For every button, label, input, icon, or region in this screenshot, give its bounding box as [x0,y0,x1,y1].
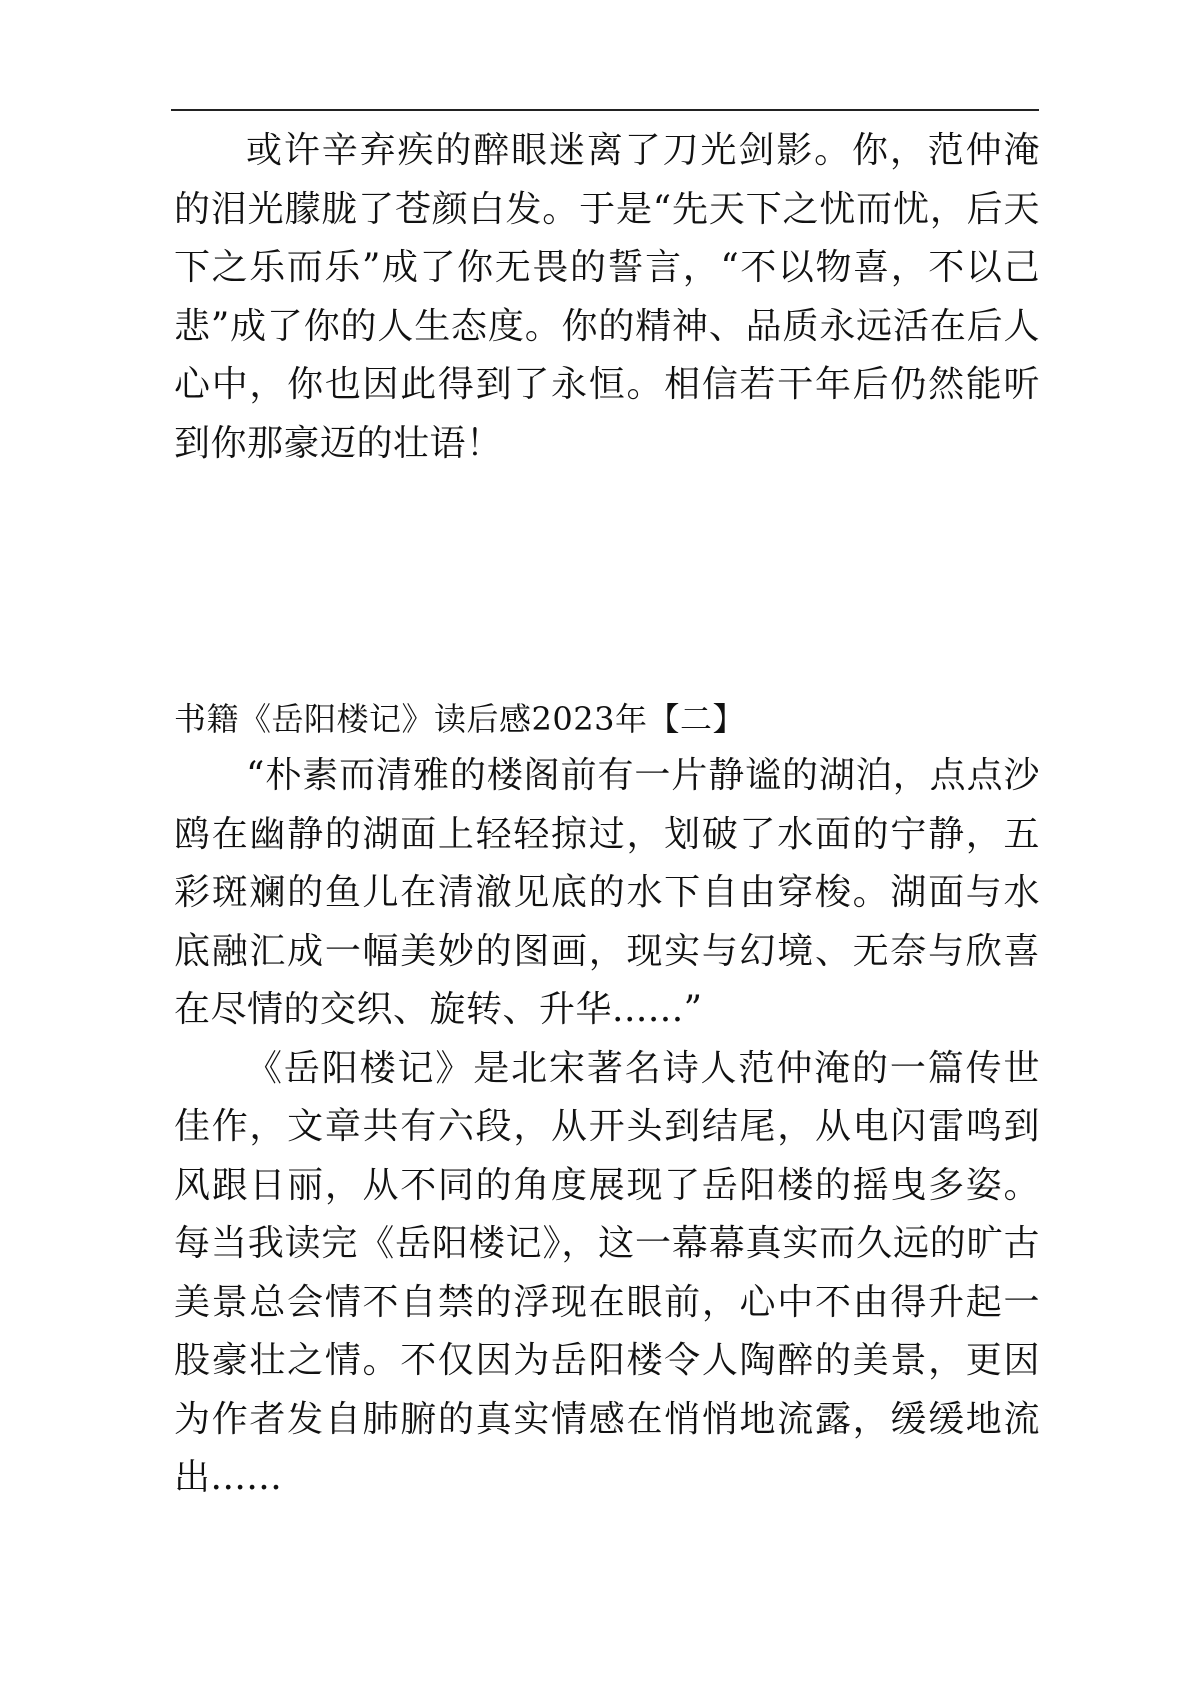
section-2-heading-wrap [174,690,1040,749]
section-1 [174,122,1040,473]
paragraph: 《岳阳楼记》是北宋著名诗人范仲淹的一篇传世佳作，文章共有六段，从开头到结尾，从电闪雷鸣到风跟日丽，从不同的角度展现了岳阳楼的摇曳多姿。每当我读完《岳阳楼记》，这一幕幕真实而久远的旷古美景总会情不自禁的浮现在眼前，心中不由得升起一股豪壮之情。不仅因为岳阳楼令人陶醉的美景，更因为作者发自肺腑的真实情感在悄悄地流露，缓缓地流出...... [174,1047,1040,1498]
header-rule [171,109,1039,111]
section-2 [174,747,1040,1508]
paragraph: 或许辛弃疾的醉眼迷离了刀光剑影。你，范仲淹的泪光朦胧了苍颜白发。于是“先天下之忧而忧，后天下之乐而乐”成了你无畏的誓言，“不以物喜，不以己悲”成了你的人生态度。你的精神、品质永远活在后人心中，你也因此得到了永恒。相信若干年后仍然能听到你那豪迈的壮语！ [174,130,1040,464]
paragraph: “朴素而清雅的楼阁前有一片静谧的湖泊，点点沙鸥在幽静的湖面上轻轻掠过，划破了水面的宁静，五彩斑斓的鱼儿在清澈见底的水下自由穿梭。湖面与水底融汇成一幅美妙的图画，现实与幻境、无奈与欣喜在尽情的交织、旋转、升华......” [174,755,1040,1030]
section-heading: 书籍《岳阳楼记》读后感2023年【二】 [174,700,745,738]
